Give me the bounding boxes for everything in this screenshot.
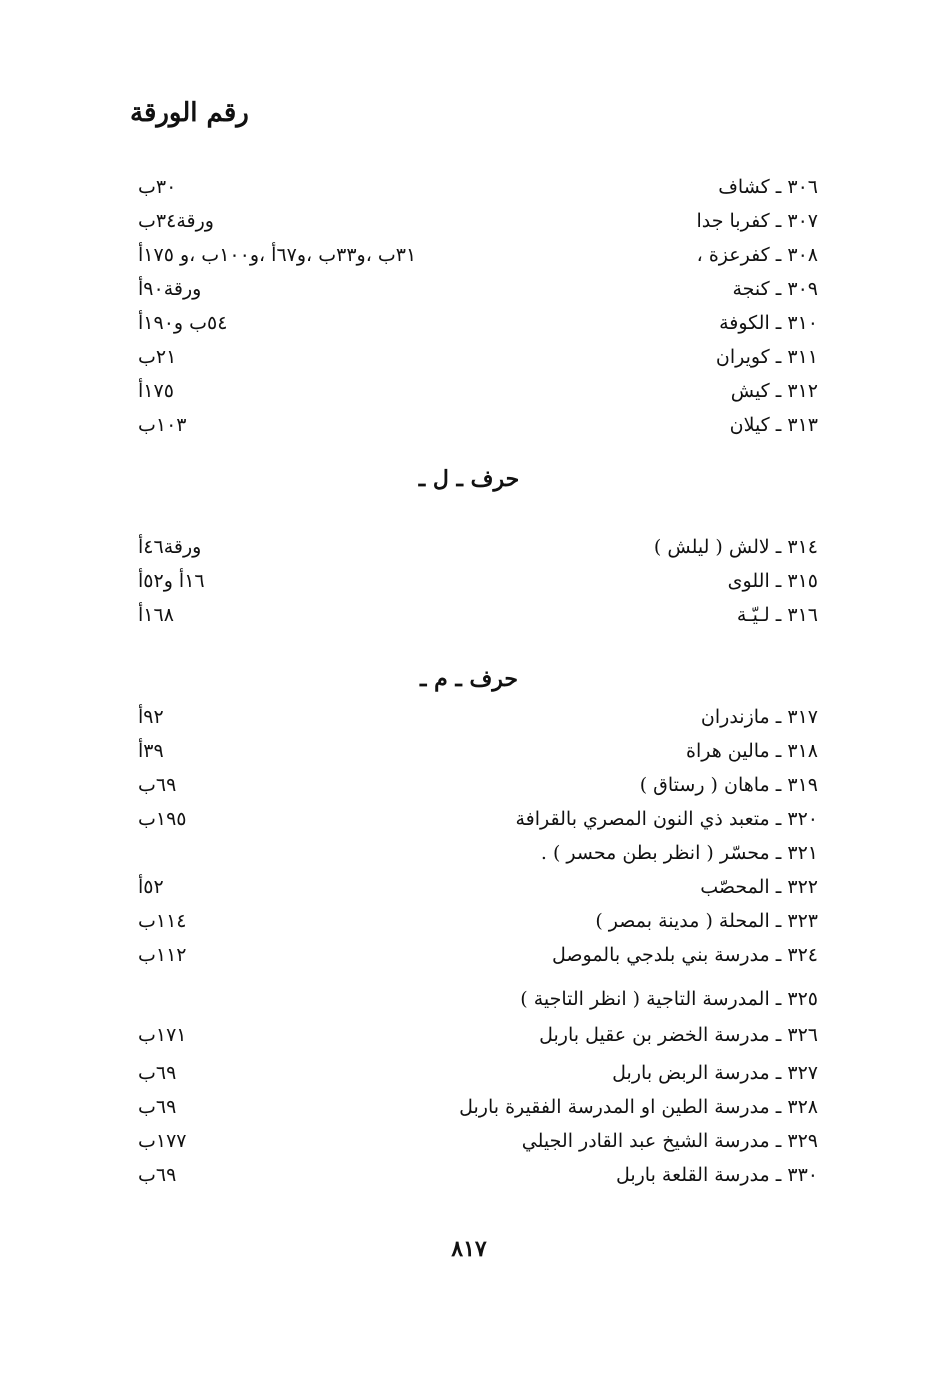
list-item bbox=[130, 706, 818, 740]
list-item bbox=[130, 570, 818, 604]
entry-name: ٣٢٨ ـ مدرسة الطين او المدرسة الفقيرة باربل bbox=[459, 1096, 818, 1118]
folio-ref: ١١٢ب bbox=[138, 944, 187, 966]
folio-ref: ١١٤ب bbox=[138, 910, 187, 932]
list-item bbox=[130, 1024, 818, 1058]
entry-name: ٣٣٠ ـ مدرسة القلعة باربل bbox=[615, 1164, 818, 1186]
entry-name: ٣٢٢ ـ المحصّب bbox=[700, 876, 818, 898]
folio-ref: ورقة٣٤ب bbox=[138, 210, 214, 232]
folio-ref: ورقة٤٦أ bbox=[138, 536, 202, 558]
entry-name: ٣١٧ ـ مازندران bbox=[700, 706, 818, 728]
list-item bbox=[130, 842, 818, 876]
section-heading: حرف ـ م ـ bbox=[419, 666, 519, 692]
entry-name: ٣٢١ ـ محسّر ( انظر بطن محسر ) . bbox=[540, 842, 818, 864]
folio-ref: ٥٢أ bbox=[138, 876, 164, 898]
folio-ref: ١٩٥ب bbox=[138, 808, 187, 830]
page-number: ٨١٧ bbox=[451, 1236, 487, 1262]
entry-name: ٣١٢ ـ كيش bbox=[730, 380, 818, 402]
entry-name: ٣٢٧ ـ مدرسة الربض باربل bbox=[612, 1062, 818, 1084]
entry-name: ٣٢٥ ـ المدرسة التاجية ( انظر التاجية ) bbox=[520, 988, 818, 1010]
folio-ref: ١٧٥أ bbox=[138, 380, 174, 402]
entry-name: ٣١٨ ـ مالين هراة bbox=[686, 740, 818, 762]
entry-name: ٣١١ ـ كويران bbox=[715, 346, 818, 368]
entry-name: ٣١٥ ـ اللوى bbox=[727, 570, 818, 592]
folio-ref: ١٦أ و٥٢أ bbox=[138, 570, 205, 592]
list-item bbox=[130, 1062, 818, 1096]
list-item bbox=[130, 1164, 818, 1198]
folio-ref: ورقة٩٠أ bbox=[138, 278, 202, 300]
entry-name: ٣١٦ ـ لـيّـة bbox=[736, 604, 818, 626]
entry-name: ٣٢٩ ـ مدرسة الشيخ عبد القادر الجيلي bbox=[521, 1130, 818, 1152]
list-item bbox=[130, 944, 818, 978]
folio-ref: ١٦٨أ bbox=[138, 604, 174, 626]
folio-ref: ٣٠ب bbox=[138, 176, 177, 198]
entry-name: ٣١٠ ـ الكوفة bbox=[719, 312, 818, 334]
entry-name: ٣٢٦ ـ مدرسة الخضر بن عقيل باربل bbox=[539, 1024, 818, 1046]
list-item bbox=[130, 244, 818, 278]
list-item bbox=[130, 740, 818, 774]
entry-name: ٣١٤ ـ لالش ( ليلش ) bbox=[653, 536, 818, 558]
list-item bbox=[130, 380, 818, 414]
folio-ref: ٢١ب bbox=[138, 346, 177, 368]
entry-name: ٣١٣ ـ كيلان bbox=[729, 414, 818, 436]
list-item bbox=[130, 312, 818, 346]
list-item bbox=[130, 876, 818, 910]
list-item bbox=[130, 808, 818, 842]
entry-name: ٣٢٤ ـ مدرسة بني بلدجي بالموصل bbox=[551, 944, 818, 966]
list-item bbox=[130, 988, 818, 1022]
list-item bbox=[130, 176, 818, 210]
list-item bbox=[130, 414, 818, 448]
folio-ref: ١٧٧ب bbox=[138, 1130, 187, 1152]
entry-name: ٣٠٦ ـ كشاف bbox=[718, 176, 818, 198]
folio-ref: ٥٤ب و١٩٠أ bbox=[138, 312, 228, 334]
list-item bbox=[130, 910, 818, 944]
entry-name: ٣٢٣ ـ المحلة ( مدينة بمصر ) bbox=[595, 910, 818, 932]
folio-ref: ٣٩أ bbox=[138, 740, 164, 762]
list-item bbox=[130, 774, 818, 808]
folio-ref: ٦٩ب bbox=[138, 1096, 177, 1118]
folio-ref: ٦٩ب bbox=[138, 774, 177, 796]
entry-name: ٣٠٧ ـ كفربا جدا bbox=[696, 210, 818, 232]
list-item bbox=[130, 210, 818, 244]
section-heading: حرف ـ ل ـ bbox=[418, 466, 520, 492]
list-item bbox=[130, 278, 818, 312]
folio-ref: ٦٩ب bbox=[138, 1164, 177, 1186]
folio-ref: ٩٢أ bbox=[138, 706, 164, 728]
entry-name: ٣٠٨ ـ كفرعزة ، bbox=[696, 244, 818, 266]
list-item bbox=[130, 536, 818, 570]
folio-ref: ٣١ب ،و٣٣ب ،و٦٧أ ،و١٠٠ب ،و ١٧٥أ bbox=[138, 244, 417, 266]
entry-name: ٣١٩ ـ ماهان ( رستاق ) bbox=[639, 774, 818, 796]
list-item bbox=[130, 346, 818, 380]
folio-column-header: رقم الورقة bbox=[130, 98, 249, 128]
list-item bbox=[130, 1096, 818, 1130]
folio-ref: ١٧١ب bbox=[138, 1024, 187, 1046]
entry-name: ٣٠٩ ـ كنجة bbox=[732, 278, 818, 300]
folio-ref: ١٠٣ب bbox=[138, 414, 187, 436]
list-item bbox=[130, 604, 818, 638]
list-item bbox=[130, 1130, 818, 1164]
entry-name: ٣٢٠ ـ متعبد ذي النون المصري بالقرافة bbox=[515, 808, 818, 830]
folio-ref: ٦٩ب bbox=[138, 1062, 177, 1084]
